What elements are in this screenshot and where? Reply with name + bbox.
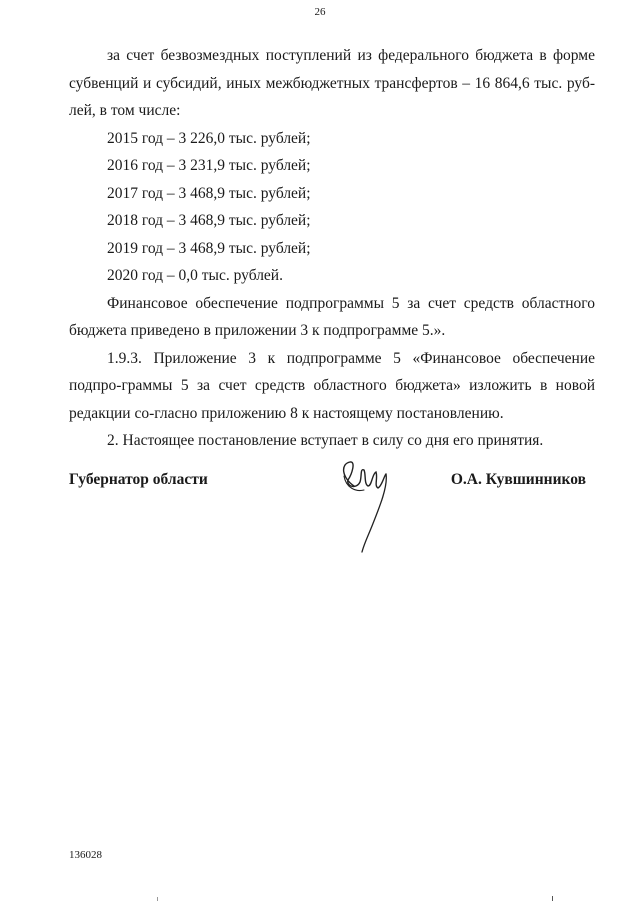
document-body [69,42,595,455]
year-line-2017: 2017 год – 3 468,9 тыс. рублей; [107,184,311,202]
year-line-2018: 2018 год – 3 468,9 тыс. рублей; [107,212,311,229]
paragraph-federal-funding: за счет безвозмездных поступлений из федерального бюджета в форме субвенций и субсидий, иных межбюджетных трансфертов – 16 864,6 тыс. руб-лей, в том числе: [69,47,595,119]
page-number: 26 [314,6,326,18]
signer-name: О.А. Кувшинников [450,471,586,488]
year-line-2019: 2019 год – 3 468,9 тыс. рублей; [107,239,311,257]
scan-artifact [157,897,158,901]
year-line-2020: 2020 год – 0,0 тыс. рублей. [107,267,283,284]
signature-block [69,468,595,578]
paragraph-financing: Финансовое обеспечение подпрограммы 5 за счет средств областного бюджета приведено в приложении 3 к подпрограмме 5.». [69,294,595,339]
signer-title: Губернатор области [69,471,208,488]
document-code: 136028 [69,849,102,861]
paragraph-item-1-9-3: 1.9.3. Приложение 3 к подпрограмме 5 «Финансовое обеспечение подпро-граммы 5 за счет средств областного бюджета» изложить в новой редакции со-гласно приложению 8 к настоящему постановлению. [69,349,595,422]
year-line-2016: 2016 год – 3 231,9 тыс. рублей; [107,157,311,174]
scan-artifact [552,896,553,901]
handwritten-signature [334,456,404,556]
paragraph-item-2: 2. Настоящее постановление вступает в силу со дня его принятия. [107,432,544,449]
year-line-2015: 2015 год – 3 226,0 тыс. рублей; [107,129,311,147]
